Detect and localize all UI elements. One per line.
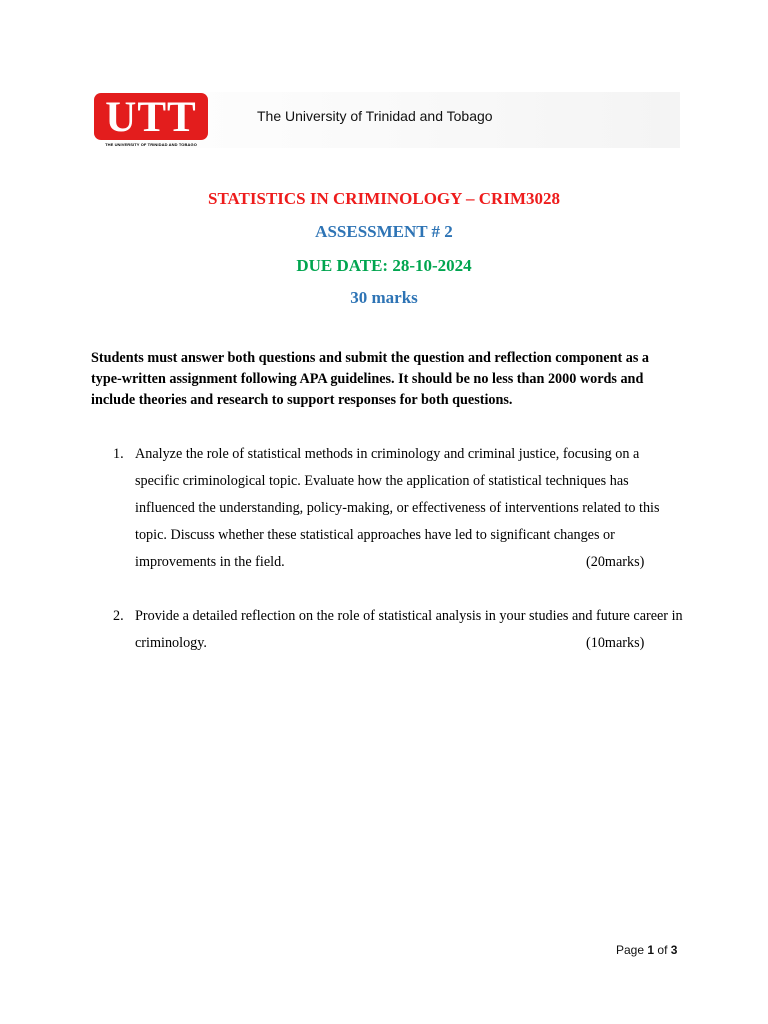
logo-subtext: THE UNIVERSITY OF TRINIDAD AND TOBAGO bbox=[105, 142, 197, 147]
question-marks: (10marks) bbox=[586, 635, 645, 651]
assessment-title: ASSESSMENT # 2 bbox=[315, 222, 453, 241]
total-marks: 30 marks bbox=[350, 288, 418, 307]
question-number: 2. bbox=[113, 608, 124, 624]
page-number bbox=[616, 943, 677, 957]
current-page: 1 bbox=[647, 943, 655, 957]
question-marks: (20marks) bbox=[586, 554, 645, 570]
logo-badge bbox=[94, 93, 208, 140]
course-title: STATISTICS IN CRIMINOLOGY – CRIM3028 bbox=[207, 189, 560, 208]
due-date: DUE DATE: 28-10-2024 bbox=[296, 256, 472, 275]
question-item bbox=[113, 603, 683, 657]
university-name: The University of Trinidad and Tobago bbox=[257, 108, 493, 124]
question-number: 1. bbox=[113, 446, 124, 462]
question-text: Analyze the role of statistical methods in criminology and criminal justice, focusing on a specific criminological topic. Evaluate how the application of statistical techniques has influenced the understanding, policy-making, or effectiveness of interventions related to this topic. Discuss whether these statistical approaches have led to significant changes or improvements in the field. bbox=[135, 446, 660, 570]
question-text: Provide a detailed reflection on the role of statistical analysis in your studies and future career in criminology. bbox=[135, 608, 683, 651]
instructions-paragraph: Students must answer both questions and submit the question and reflection component as a type-written assignment following APA guidelines. It should be no less than 2000 words and include theories and research to support responses for both questions. bbox=[91, 350, 650, 408]
question-item bbox=[113, 441, 683, 576]
logo-letters: UTT bbox=[105, 94, 197, 141]
page-word: Page bbox=[616, 943, 645, 957]
total-pages: 3 bbox=[670, 943, 678, 957]
utt-logo bbox=[94, 93, 208, 149]
of-word: of bbox=[657, 943, 668, 957]
